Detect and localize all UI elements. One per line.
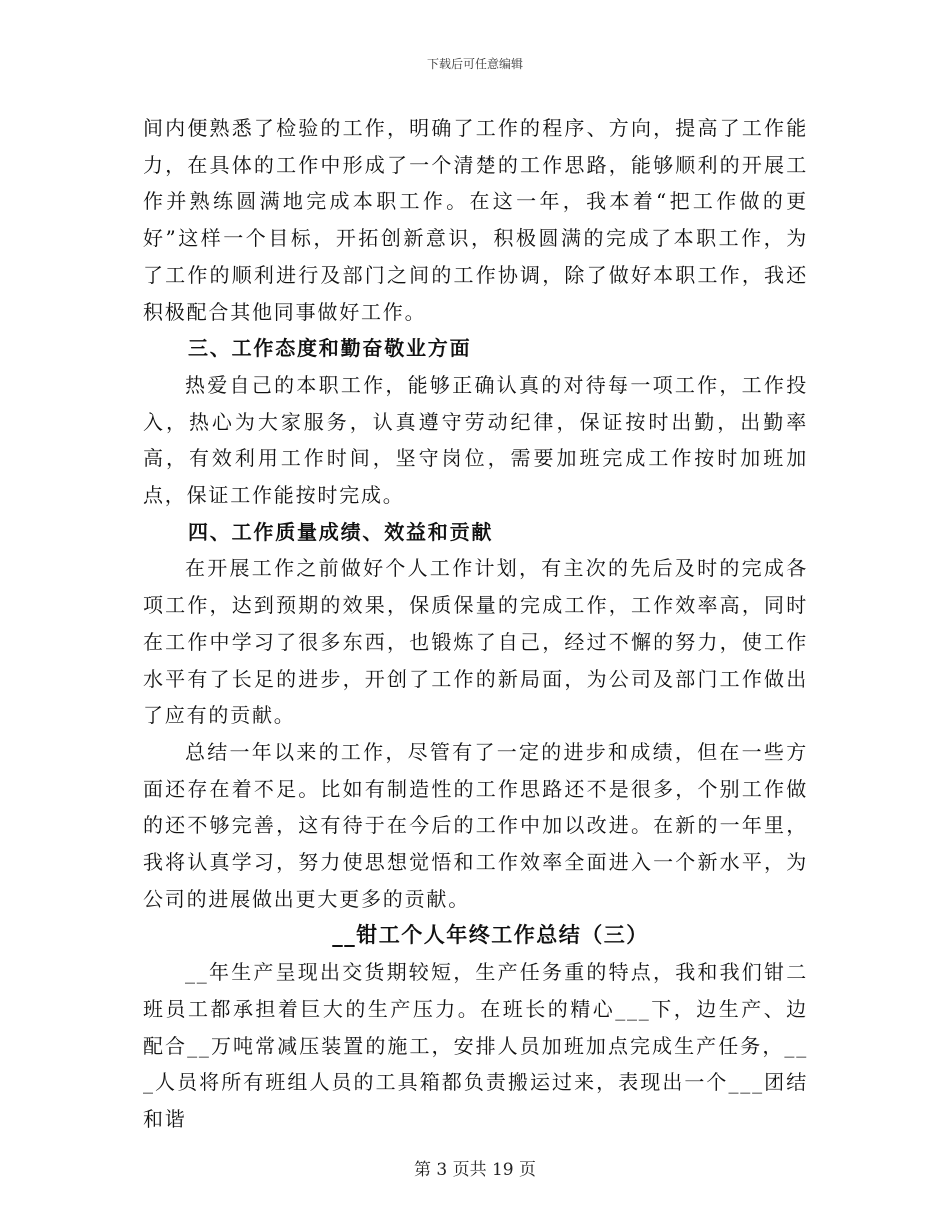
paragraph-5: __年生产呈现出交货期较短，生产任务重的特点，我和我们钳二班员工都承担着巨大的生产压力。在班长的精心___下，边生产、边配合__万吨常减压装置的施工，安排人员加班加点完成生产任务，___人员将所有班组人员的工具箱都负责搬运过来，表现出一个___团结和谐 xyxy=(143,960,808,1131)
paragraph-4: 总结一年以来的工作，尽管有了一定的进步和成绩，但在一些方面还存在着不足。比如有制造性的工作思路还不是很多，个别工作做的还不够完善，这有待于在今后的工作中加以改进。在新的一年里，我将认真学习，努力使思想觉悟和工作效率全面进入一个新水平，为公司的进展做出更大更多的贡献。 xyxy=(143,739,808,911)
section-heading-4: 四、工作质量成绩、效益和贡献 xyxy=(188,519,494,544)
document-title: __钳工个人年终工作总结（三） xyxy=(332,922,649,948)
paragraph-2: 热爱自己的本职工作，能够正确认真的对待每一项工作，工作投入，热心为大家服务，认真遵守劳动纪律，保证按时出勤，出勤率高，有效利用工作时间，坚守岗位，需要加班完成工作按时加班加点，保证工作能按时完成。 xyxy=(143,372,808,508)
document-body xyxy=(143,110,808,1138)
paragraph-3: 在开展工作之前做好个人工作计划，有主次的先后及时的完成各项工作，达到预期的效果，保质保量的完成工作，工作效率高，同时在工作中学习了很多东西，也锻炼了自己，经过不懈的努力，使工作水平有了长足的进步，开创了工作的新局面，为公司及部门工作做出了应有的贡献。 xyxy=(143,556,808,728)
section-heading-3: 三、工作态度和勤奋敬业方面 xyxy=(188,336,472,361)
page-footer: 第 3 页共 19 页 xyxy=(413,1160,537,1180)
paragraph-1: 间内便熟悉了检验的工作，明确了工作的程序、方向，提高了工作能力，在具体的工作中形成了一个清楚的工作思路，能够顺利的开展工作并熟练圆满地完成本职工作。在这一年，我本着“把工作做的更好”这样一个目标，开拓创新意识，积极圆满的完成了本职工作，为了工作的顺利进行及部门之间的工作协调，除了做好本职工作，我还积极配合其他同事做好工作。 xyxy=(143,116,808,324)
page-header: 下载后可任意编辑 xyxy=(426,57,523,71)
